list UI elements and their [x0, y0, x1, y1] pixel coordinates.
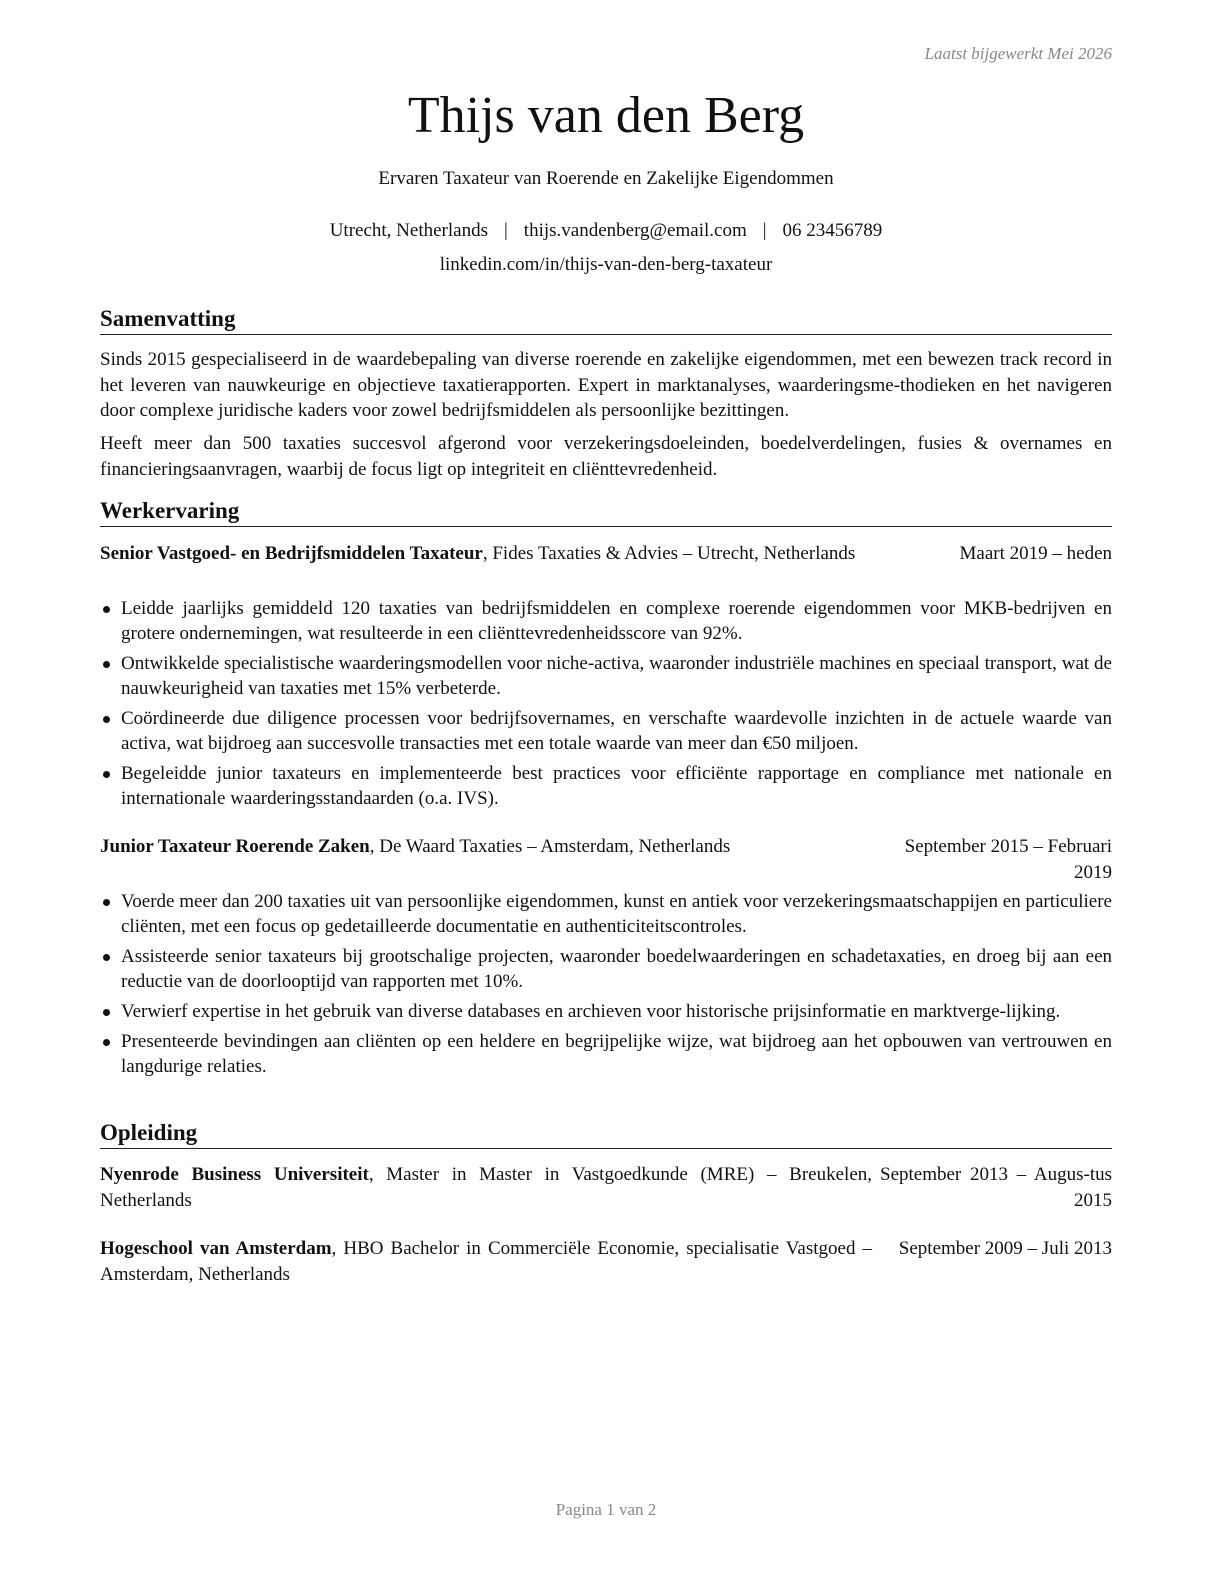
email-link[interactable]: thijs.vandenberg@email.com	[523, 220, 747, 241]
education-title	[100, 1236, 872, 1287]
education-title	[100, 1162, 872, 1213]
job-title	[100, 541, 880, 567]
section-title-experience: Werkervaring	[100, 496, 1112, 527]
bullet-icon	[103, 1009, 110, 1016]
contact-line	[100, 218, 1112, 244]
summary-paragraph: Heeft meer dan 500 taxaties succesvol afgerond voor verzekeringsdoeleinden, boedelverdelingen, fusies & overnames en financieringsaanvragen, waarbij de focus ligt op integriteit en cliënttevredenheid.	[100, 433, 1112, 480]
list-item: Ontwikkelde specialistische waarderingsmodellen voor niche-activa, waaronder industriële machines en speciaal transport, wat de nauwkeurigheid van taxaties met 15% verbeterde.	[100, 651, 1112, 701]
phone: 06 23456789	[782, 220, 883, 241]
job-bullets	[100, 596, 1112, 816]
bullet-icon	[103, 716, 110, 723]
candidate-name: Thijs van den Berg	[407, 87, 805, 144]
list-item: Leidde jaarlijks gemiddeld 120 taxaties van bedrijfsmiddelen en complexe roerende eigendommen voor MKB-bedrijven en grotere ondernemingen, wat resulteerde in een cliënttevredenheidsscore van 92%.	[100, 596, 1112, 646]
section-title-summary: Samenvatting	[100, 304, 1112, 335]
education-item	[100, 1236, 1112, 1288]
job-dates: September 2015 – Februari 2019	[904, 836, 1112, 883]
list-item: Begeleidde junior taxateurs en implementeerde best practices voor efficiënte rapportage en compliance met nationale en internationale waarderingsstandaarden (o.a. IVS).	[100, 761, 1112, 811]
school-name: Nyenrode Business Universiteit	[100, 1164, 369, 1185]
education-item	[100, 1162, 1112, 1214]
separator: |	[762, 220, 767, 241]
last-updated: Laatst bijgewerkt Mei 2026	[924, 44, 1112, 63]
location: Utrecht, Netherlands	[329, 220, 488, 241]
school-name: Hogeschool van Amsterdam	[100, 1238, 332, 1259]
job-org: , De Waard Taxaties – Amsterdam, Netherlands	[369, 836, 731, 857]
headline: Ervaren Taxateur van Roerende en Zakelijke Eigendommen	[378, 168, 834, 189]
page-number: Pagina 1 van 2	[555, 1500, 657, 1519]
degree: , HBO Bachelor in Commerciële Economie, specialisatie Vastgoed – Amsterdam, Netherlands	[100, 1238, 872, 1285]
job-dates: Maart 2019 – heden	[959, 543, 1112, 564]
section-title-education: Opleiding	[100, 1118, 1112, 1149]
list-item: Presenteerde bevindingen aan cliënten op een heldere en begrijpelijke wijze, wat bijdroeg aan het opbouwen van vertrouwen en langdurige relaties.	[100, 1029, 1112, 1079]
degree: , Master in Master in Vastgoedkunde (MRE) – Breukelen, Netherlands	[100, 1164, 872, 1211]
job-role: Junior Taxateur Roerende Zaken	[100, 836, 370, 857]
bullet-icon	[103, 661, 110, 668]
separator: |	[503, 220, 508, 241]
education-dates: September 2009 – Juli 2013	[898, 1238, 1112, 1259]
bullet-icon	[103, 606, 110, 613]
job-org: , Fides Taxaties & Advies – Utrecht, Netherlands	[482, 543, 856, 564]
bullet-icon	[103, 1039, 110, 1046]
list-item: Assisteerde senior taxateurs bij grootschalige projecten, waaronder boedelwaarderingen en schadetaxaties, en droeg bij aan een reductie van de doorlooptijd van rapporten met 10%.	[100, 944, 1112, 994]
job-title	[100, 834, 880, 860]
job-role: Senior Vastgoed- en Bedrijfsmiddelen Taxateur	[100, 543, 483, 564]
education-dates: September 2013 – Augus-tus 2015	[880, 1164, 1112, 1211]
resume-page	[100, 0, 1112, 1584]
summary-paragraph: Sinds 2015 gespecialiseerd in de waardebepaling van diverse roerende en zakelijke eigendommen, met een bewezen track record in het leveren van nauwkeurige en objectieve taxatierapporten. Expert in marktanalyses, waarderingsme-thodieken en het navigeren door complexe juridische kaders voor zowel bedrijfsmiddelen als persoonlijke bezittingen.	[100, 349, 1112, 421]
bullet-icon	[103, 771, 110, 778]
list-item: Voerde meer dan 200 taxaties uit van persoonlijke eigendommen, kunst en antiek voor verzekeringsmaatschappijen en particuliere cliënten, met een focus op gedetailleerde documentatie en authenticiteitscontroles.	[100, 889, 1112, 939]
bullet-icon	[103, 954, 110, 961]
job-header	[100, 541, 1112, 593]
list-item: Coördineerde due diligence processen voor bedrijfsovernames, en verschafte waardevolle inzichten in de actuele waarde van activa, wat bijdroeg aan succesvolle transacties met een totale waarde van meer dan €50 miljoen.	[100, 706, 1112, 756]
linkedin-link[interactable]: linkedin.com/in/thijs-van-den-berg-taxateur	[439, 254, 773, 275]
bullet-icon	[103, 899, 110, 906]
job-bullets	[100, 889, 1112, 1084]
list-item: Verwierf expertise in het gebruik van diverse databases en archieven voor historische prijsinformatie en marktverge-lijking.	[100, 999, 1112, 1024]
job-header	[100, 834, 1112, 886]
